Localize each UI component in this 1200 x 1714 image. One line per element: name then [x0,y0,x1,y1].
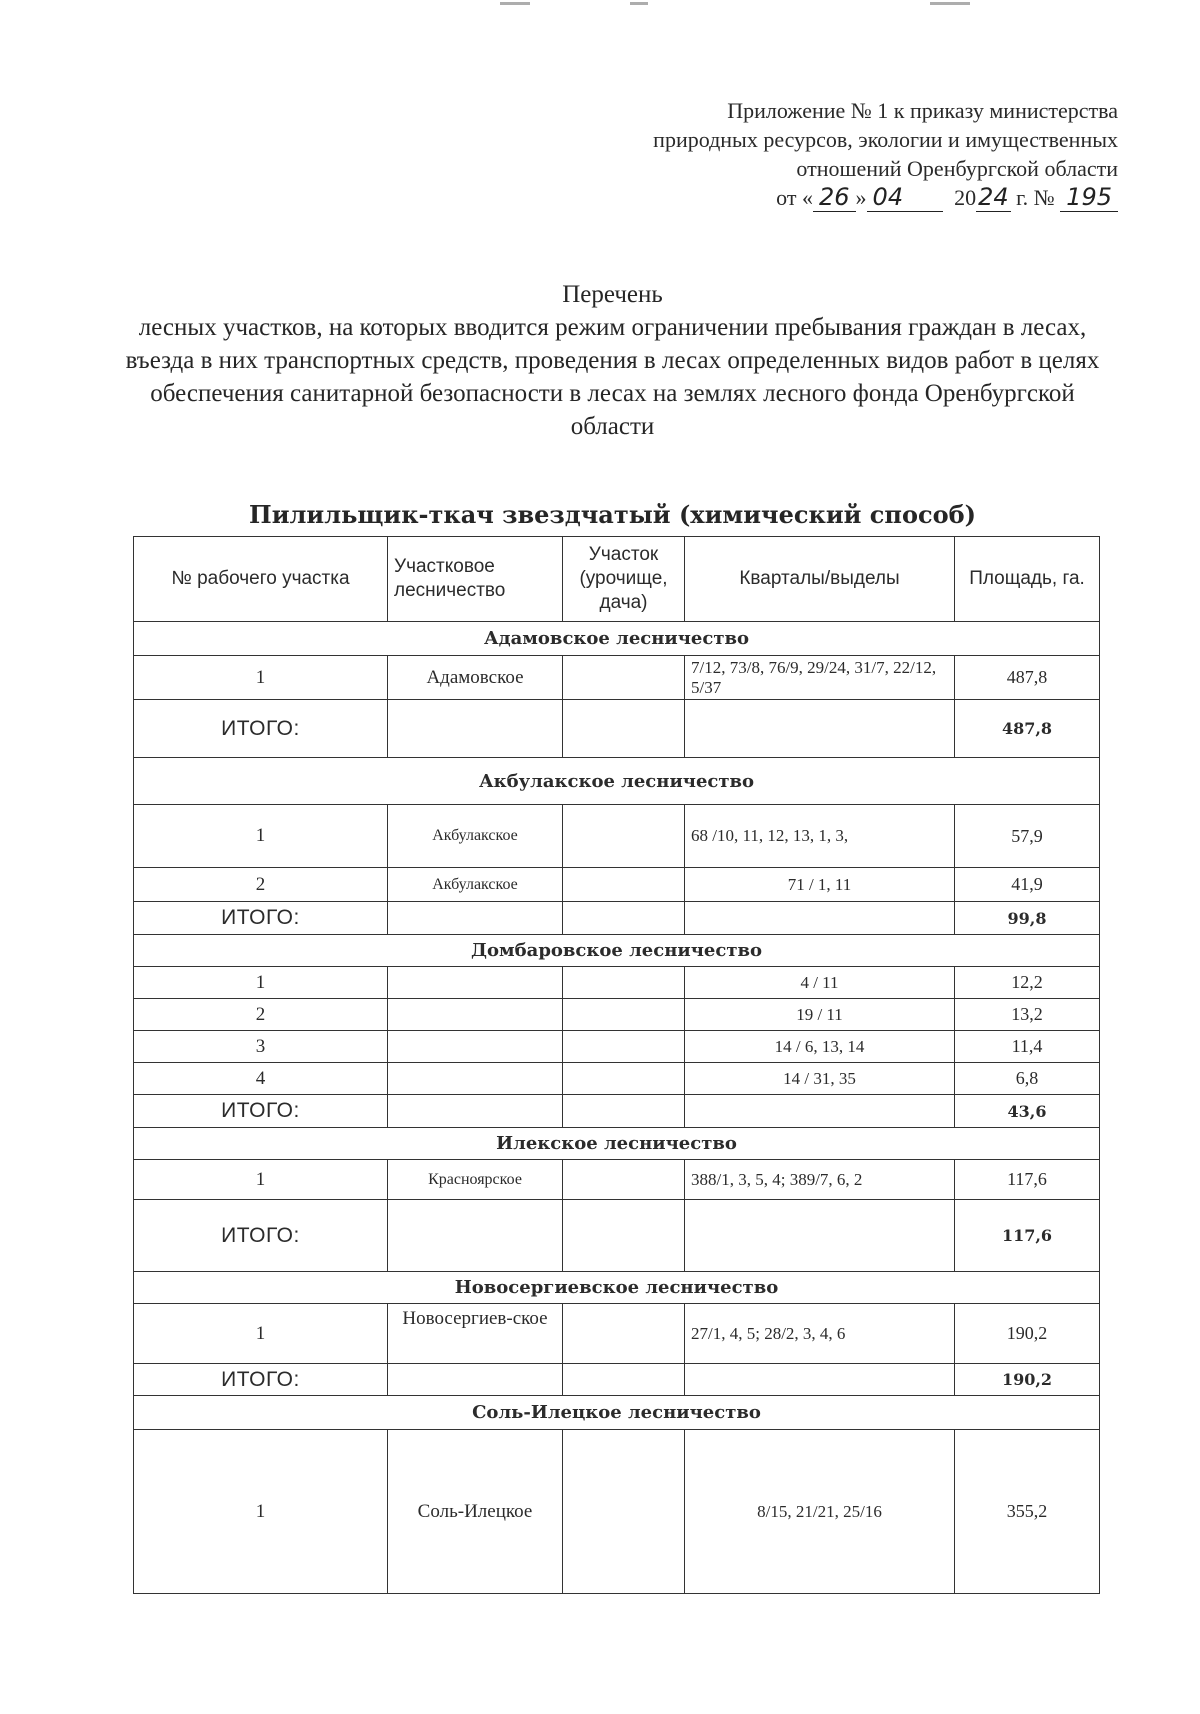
forestry-name: Домбаровское лесничество [134,935,1100,967]
cell-num: 2 [134,999,388,1031]
forest-plots-table [133,536,1100,1594]
cell-blocks: 388/1, 3, 5, 4; 389/7, 6, 2 [685,1160,955,1200]
cell-num: 1 [134,967,388,999]
forestry-name: Акбулакское лесничество [134,758,1100,805]
forestry-name: Соль-Илецкое лесничество [134,1396,1100,1430]
forestry-group-row [134,758,1100,805]
year-prefix: 20 [954,185,977,210]
handwritten-month: 04 [867,183,944,212]
cell-site [563,868,685,902]
cell-forestry: Красноярское [388,1160,563,1200]
header-area: Площадь, га. [955,537,1100,622]
cell-forestry: Акбулакское [388,805,563,868]
cell-num: 1 [134,1430,388,1594]
table-row [134,1063,1100,1095]
cell-forestry [388,1063,563,1095]
header-site: Участок (урочище, дача) [563,537,685,622]
cell-num: 3 [134,1031,388,1063]
appendix-line-2: природных ресурсов, экологии и имущественных [653,127,1118,152]
cell-area: 190,2 [955,1304,1100,1364]
cell-area: 57,9 [955,805,1100,868]
cell-num: 4 [134,1063,388,1095]
forestry-group-row [134,935,1100,967]
cell-site [563,805,685,868]
cell-num: 1 [134,1304,388,1364]
section-title: Пилильщик-ткач звездчатый (химический способ) [249,500,976,529]
cell-blocks: 14 / 6, 13, 14 [685,1031,955,1063]
table-row [134,1430,1100,1594]
header-forestry: Участковое лесничество [388,537,563,622]
table-total-row [134,1364,1100,1396]
document-title [110,278,1115,443]
table-row [134,868,1100,902]
cell-blocks: 19 / 11 [685,999,955,1031]
cell-blocks: 4 / 11 [685,967,955,999]
handwritten-year: 24 [978,183,1009,211]
table-total-row [134,902,1100,935]
appendix-line-1: Приложение № 1 к приказу министерства [727,98,1118,123]
cell-site [563,1063,685,1095]
cell-forestry: Адамовское [388,656,563,700]
handwritten-day: 26 [813,183,856,212]
table-row [134,805,1100,868]
total-area: 43,6 [955,1095,1100,1128]
total-area: 99,8 [955,902,1100,935]
scan-artifacts [480,2,1000,16]
cell-area: 12,2 [955,967,1100,999]
number-label: г. № [1016,185,1055,210]
cell-site [563,1160,685,1200]
table-row [134,1304,1100,1364]
total-label: ИТОГО: [134,1095,388,1128]
forestry-group-row [134,1128,1100,1160]
handwritten-number: 195 [1060,183,1118,212]
cell-num: 2 [134,868,388,902]
cell-area: 13,2 [955,999,1100,1031]
table-row [134,967,1100,999]
month-separator: » [855,185,867,210]
header-num: № рабочего участка [134,537,388,622]
cell-blocks: 8/15, 21/21, 25/16 [685,1430,955,1594]
table-header-row [134,537,1100,622]
appendix-line-3: отношений Оренбургской области [796,156,1118,181]
appendix-header [653,96,1118,212]
total-area: 190,2 [955,1364,1100,1396]
table-total-row [134,1095,1100,1128]
cell-site [563,967,685,999]
cell-blocks: 68 /10, 11, 12, 13, 1, 3, [685,805,955,868]
cell-blocks: 27/1, 4, 5; 28/2, 3, 4, 6 [685,1304,955,1364]
cell-num: 1 [134,805,388,868]
total-area: 117,6 [955,1200,1100,1272]
appendix-date-line [653,183,1118,212]
date-prefix: от « [776,185,813,210]
cell-forestry [388,1031,563,1063]
cell-forestry: Новосергиев-ское [388,1304,563,1364]
cell-site [563,1304,685,1364]
cell-forestry [388,967,563,999]
table-row [134,656,1100,700]
table-row [134,1031,1100,1063]
cell-area: 41,9 [955,868,1100,902]
forestry-group-row [134,1396,1100,1430]
total-area: 487,8 [955,700,1100,758]
cell-site [563,1031,685,1063]
forestry-name: Илекское лесничество [134,1128,1100,1160]
cell-area: 487,8 [955,656,1100,700]
cell-forestry: Соль-Илецкое [388,1430,563,1594]
table-row [134,999,1100,1031]
cell-num: 1 [134,1160,388,1200]
total-label: ИТОГО: [134,1364,388,1396]
forestry-group-row [134,1272,1100,1304]
cell-blocks: 7/12, 73/8, 76/9, 29/24, 31/7, 22/12, 5/37 [685,656,955,700]
document-description: лесных участков, на которых вводится режим ограничении пребывания граждан в лесах, въезда в них транспортных средств, проведения в лесах определенных видов работ в целях обеспечения санитарной безопасности в лесах на землях лесного фонда Оренбургской области [125,314,1100,440]
forestry-group-row [134,622,1100,656]
cell-site [563,999,685,1031]
cell-forestry [388,999,563,1031]
forestry-name: Адамовское лесничество [134,622,1100,656]
cell-blocks: 14 / 31, 35 [685,1063,955,1095]
document-heading: Перечень [562,281,663,308]
cell-area: 117,6 [955,1160,1100,1200]
table-row [134,1160,1100,1200]
table-total-row [134,1200,1100,1272]
total-label: ИТОГО: [134,902,388,935]
header-blocks: Кварталы/выделы [685,537,955,622]
cell-area: 11,4 [955,1031,1100,1063]
cell-area: 6,8 [955,1063,1100,1095]
total-label: ИТОГО: [134,1200,388,1272]
table-total-row [134,700,1100,758]
forestry-name: Новосергиевское лесничество [134,1272,1100,1304]
cell-site [563,1430,685,1594]
cell-num: 1 [134,656,388,700]
cell-forestry: Акбулакское [388,868,563,902]
total-label: ИТОГО: [134,700,388,758]
cell-site [563,656,685,700]
cell-blocks: 71 / 1, 11 [685,868,955,902]
cell-area: 355,2 [955,1430,1100,1594]
